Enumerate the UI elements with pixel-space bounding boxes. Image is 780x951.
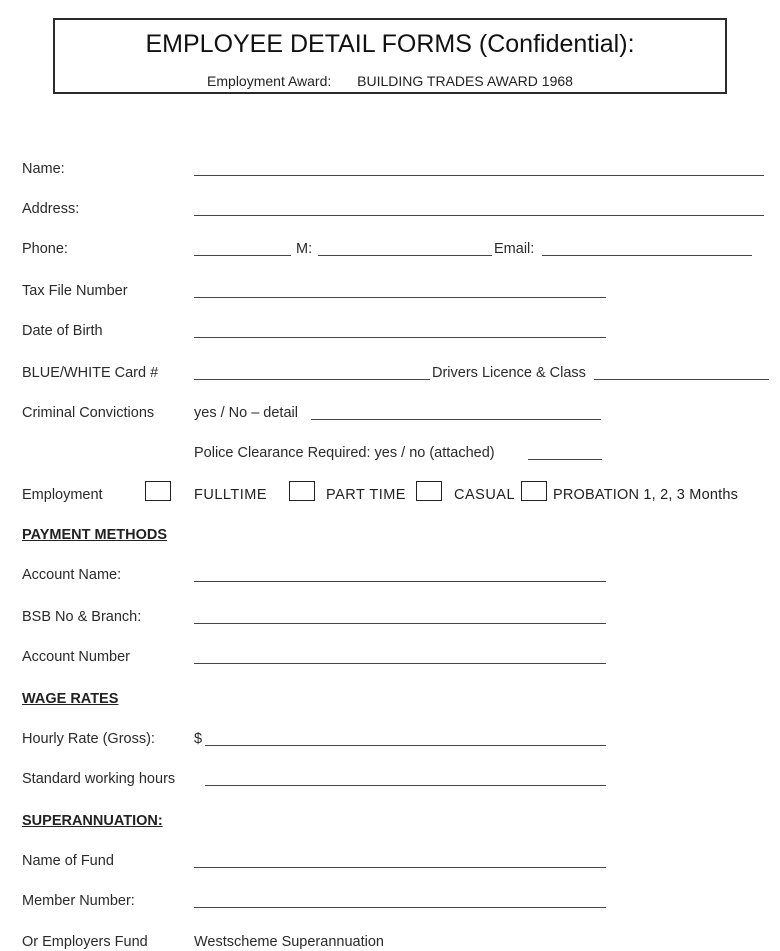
employment-award xyxy=(55,73,725,89)
probation-option-label: PROBATION 1, 2, 3 Months xyxy=(553,487,739,503)
name-field[interactable] xyxy=(194,175,764,176)
parttime-checkbox[interactable] xyxy=(289,481,315,501)
card-label: BLUE/WHITE Card # xyxy=(22,365,159,381)
form-title: EMPLOYEE DETAIL FORMS (Confidential): xyxy=(145,30,635,58)
address-label: Address: xyxy=(22,201,80,217)
email-field[interactable] xyxy=(542,255,752,256)
superannuation-heading: SUPERANNUATION: xyxy=(22,813,163,829)
payment-methods-heading: PAYMENT METHODS xyxy=(22,527,168,543)
standard-hours-field[interactable] xyxy=(205,785,606,786)
account-name-field[interactable] xyxy=(194,581,606,582)
currency-symbol: $ xyxy=(194,731,203,747)
name-label: Name: xyxy=(22,161,65,177)
licence-label: Drivers Licence & Class xyxy=(432,365,586,381)
casual-checkbox[interactable] xyxy=(416,481,442,501)
email-label: Email: xyxy=(494,241,535,257)
account-name-label: Account Name: xyxy=(22,567,122,583)
phone-label: Phone: xyxy=(22,241,68,257)
dob-label: Date of Birth xyxy=(22,323,103,339)
employer-fund-label: Or Employers Fund xyxy=(22,934,148,950)
member-number-label: Member Number: xyxy=(22,893,135,909)
standard-hours-label: Standard working hours xyxy=(22,771,176,787)
police-clearance-field[interactable] xyxy=(528,459,602,460)
fulltime-option-label: FULLTIME xyxy=(194,487,268,503)
hourly-rate-field[interactable] xyxy=(205,745,606,746)
probation-checkbox[interactable] xyxy=(521,481,547,501)
police-clearance-label: Police Clearance Required: yes / no (attached) xyxy=(194,445,495,461)
member-number-field[interactable] xyxy=(194,907,606,908)
fund-name-label: Name of Fund xyxy=(22,853,114,869)
account-number-field[interactable] xyxy=(194,663,606,664)
account-number-label: Account Number xyxy=(22,649,130,665)
tax-file-field[interactable] xyxy=(194,297,606,298)
phone-field[interactable] xyxy=(194,255,291,256)
criminal-detail-field[interactable] xyxy=(311,419,601,420)
award-value: BUILDING TRADES AWARD 1968 xyxy=(357,73,573,89)
address-field[interactable] xyxy=(194,215,764,216)
mobile-label: M: xyxy=(296,241,313,257)
employment-label: Employment xyxy=(22,487,103,503)
bsb-field[interactable] xyxy=(194,623,606,624)
criminal-label: Criminal Convictions xyxy=(22,405,155,421)
parttime-option-label: PART TIME xyxy=(326,487,406,503)
hourly-rate-label: Hourly Rate (Gross): xyxy=(22,731,155,747)
employer-fund-value: Westscheme Superannuation xyxy=(194,934,384,950)
tax-file-label: Tax File Number xyxy=(22,283,128,299)
fund-name-field[interactable] xyxy=(194,867,606,868)
bsb-label: BSB No & Branch: xyxy=(22,609,142,625)
card-field[interactable] xyxy=(194,379,430,380)
wage-rates-heading: WAGE RATES xyxy=(22,691,119,707)
dob-field[interactable] xyxy=(194,337,606,338)
award-label: Employment Award: xyxy=(207,73,332,89)
fulltime-checkbox[interactable] xyxy=(145,481,171,501)
form-header xyxy=(53,18,727,94)
mobile-field[interactable] xyxy=(318,255,492,256)
criminal-detail-label: yes / No – detail xyxy=(194,405,298,421)
licence-field[interactable] xyxy=(594,379,769,380)
casual-option-label: CASUAL xyxy=(454,487,516,503)
